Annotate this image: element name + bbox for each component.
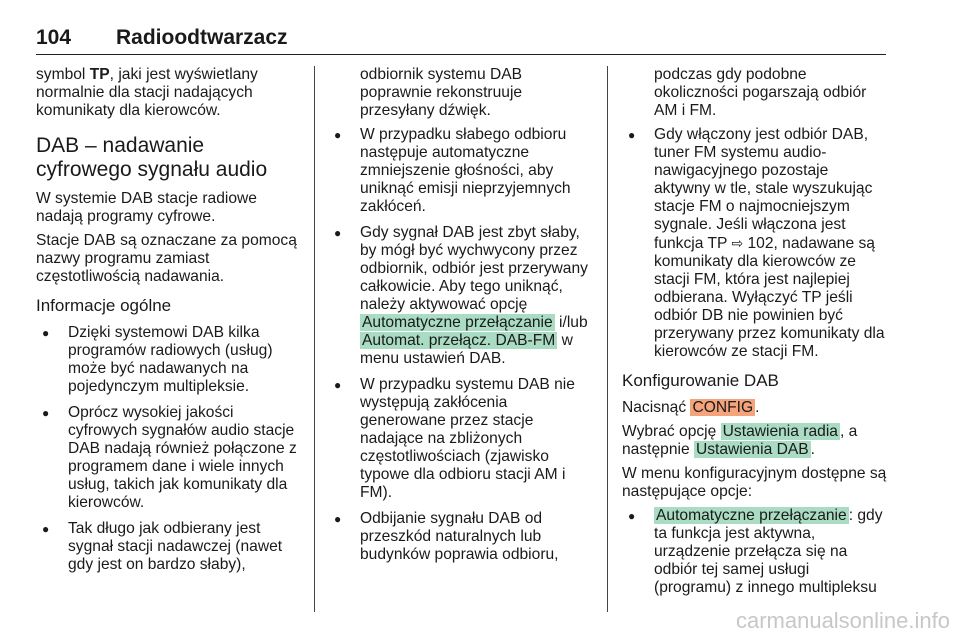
list-item: ● Oprócz wysokiej jakości cyfrowych sygnałów audio stacje DAB nadają również połączone z programem dane i wiele innych usług, takich jak komunikaty dla kierowców.	[36, 404, 304, 512]
list-item: ● Automatyczne przełączanie : gdy ta funkcja jest aktywna, urządzenie przełącza się na odbiór tej samej usługi (programu) z innego multipleksu	[622, 507, 888, 597]
column-1	[36, 66, 304, 582]
paragraph: W systemie DAB stacje radiowe nadają programy cyfrowe.	[36, 190, 257, 225]
bullet-list	[622, 126, 888, 361]
menu-dab-settings: Ustawienia DAB	[695, 441, 809, 458]
column-divider-2	[607, 66, 608, 612]
subheading-configure-dab: Konfigurowanie DAB	[622, 371, 779, 390]
list-item: ● W przypadku słabego odbioru następuje automatyczne zmniejszenie głośności, aby uniknąć emisji nieprzyjemnych zakłóceń.	[328, 126, 594, 216]
subheading-general-info: Informacje ogólne	[36, 296, 172, 315]
continued-text: podczas gdy podobne okoliczności pogarszają odbiór AM i FM.	[654, 66, 867, 119]
page-header	[36, 26, 886, 55]
paragraph: Stacje DAB są oznaczane za pomocą nazwy programu zamiast częstotliwością nadawania.	[36, 232, 297, 285]
column-divider-1	[314, 66, 315, 612]
chapter-title: Radioodtwarzacz	[116, 26, 288, 49]
config-button-label: CONFIG	[692, 399, 754, 416]
paragraph: Nacisnąć CONFIG .	[622, 399, 760, 416]
section-heading-dab: DAB – nadawanie cyfrowego sygnału audio	[36, 134, 268, 181]
continued-text: odbiornik systemu DAB poprawnie rekonstruuje przesyłany dźwięk.	[360, 66, 523, 119]
bullet-list	[36, 324, 304, 574]
bullet-list	[622, 507, 888, 597]
paragraph: Wybrać opcję Ustawienia radia , a następnie Ustawienia DAB .	[622, 423, 858, 458]
list-item: ● Tak długo jak odbierany jest sygnał stacji nadawczej (nawet gdy jest on bardzo słaby),	[36, 520, 304, 574]
watermark: carmanualsonline.info	[735, 608, 950, 633]
column-2	[328, 66, 594, 572]
list-item: ● Gdy włączony jest odbiór DAB, tuner FM systemu audio-nawigacyjnego pozostaje aktywny w tle, stale wyszukując stacje FM o najmocniejszym sygnale. Jeśli włączona jest funkcja TP ⇨ 102, nadawane są komunikaty dla kierowców ze stacji FM, która jest najlepiej odbierana. Wyłączyć TP jeśli odbiór DB nie powinien być przerywany przez komunikaty dla kierowców ze stacji FM.	[622, 126, 888, 361]
bullet-list	[328, 126, 594, 564]
column-3	[622, 66, 888, 605]
tp-symbol: TP	[89, 66, 110, 83]
menu-radio-settings: Ustawienia radia	[722, 423, 838, 440]
option-automatic-switching: Automatyczne przełączanie	[362, 314, 553, 331]
list-item: ● Gdy sygnał DAB jest zbyt słaby, by mógł być wychwycony przez odbiornik, odbiór jest przerywany całkowicie. Aby tego uniknąć, należy aktywować opcję Automatyczne przełączanie i/lub Automat. przełącz. DAB-FM w menu ustawień DAB.	[328, 224, 594, 368]
list-item: ● W przypadku systemu DAB nie występują zakłócenia generowane przez stacje nadające na zbliżonych częstotliwościach (zjawisko typowe dla odbioru stacji AM i FM).	[328, 376, 594, 502]
list-item: ● Dzięki systemowi DAB kilka programów radiowych (usług) może być nadawanych na pojedynczym multipleksie.	[36, 324, 304, 396]
intro-paragraph: symbol TP, jaki jest wyświetlany normalnie dla stacji nadających komunikaty dla kierowców.	[36, 66, 258, 119]
page-number: 104	[36, 26, 72, 49]
paragraph: W menu konfiguracyjnym dostępne są następujące opcje:	[622, 465, 887, 500]
list-item: ● Odbijanie sygnału DAB od przeszkód naturalnych lub budynków poprawia odbioru,	[328, 510, 594, 564]
option-automatic-dab-fm: Automat. przełącz. DAB-FM	[362, 332, 556, 349]
option-automatic-switching: Automatyczne przełączanie	[656, 507, 847, 524]
page-reference-arrow-icon: ⇨	[731, 235, 744, 251]
